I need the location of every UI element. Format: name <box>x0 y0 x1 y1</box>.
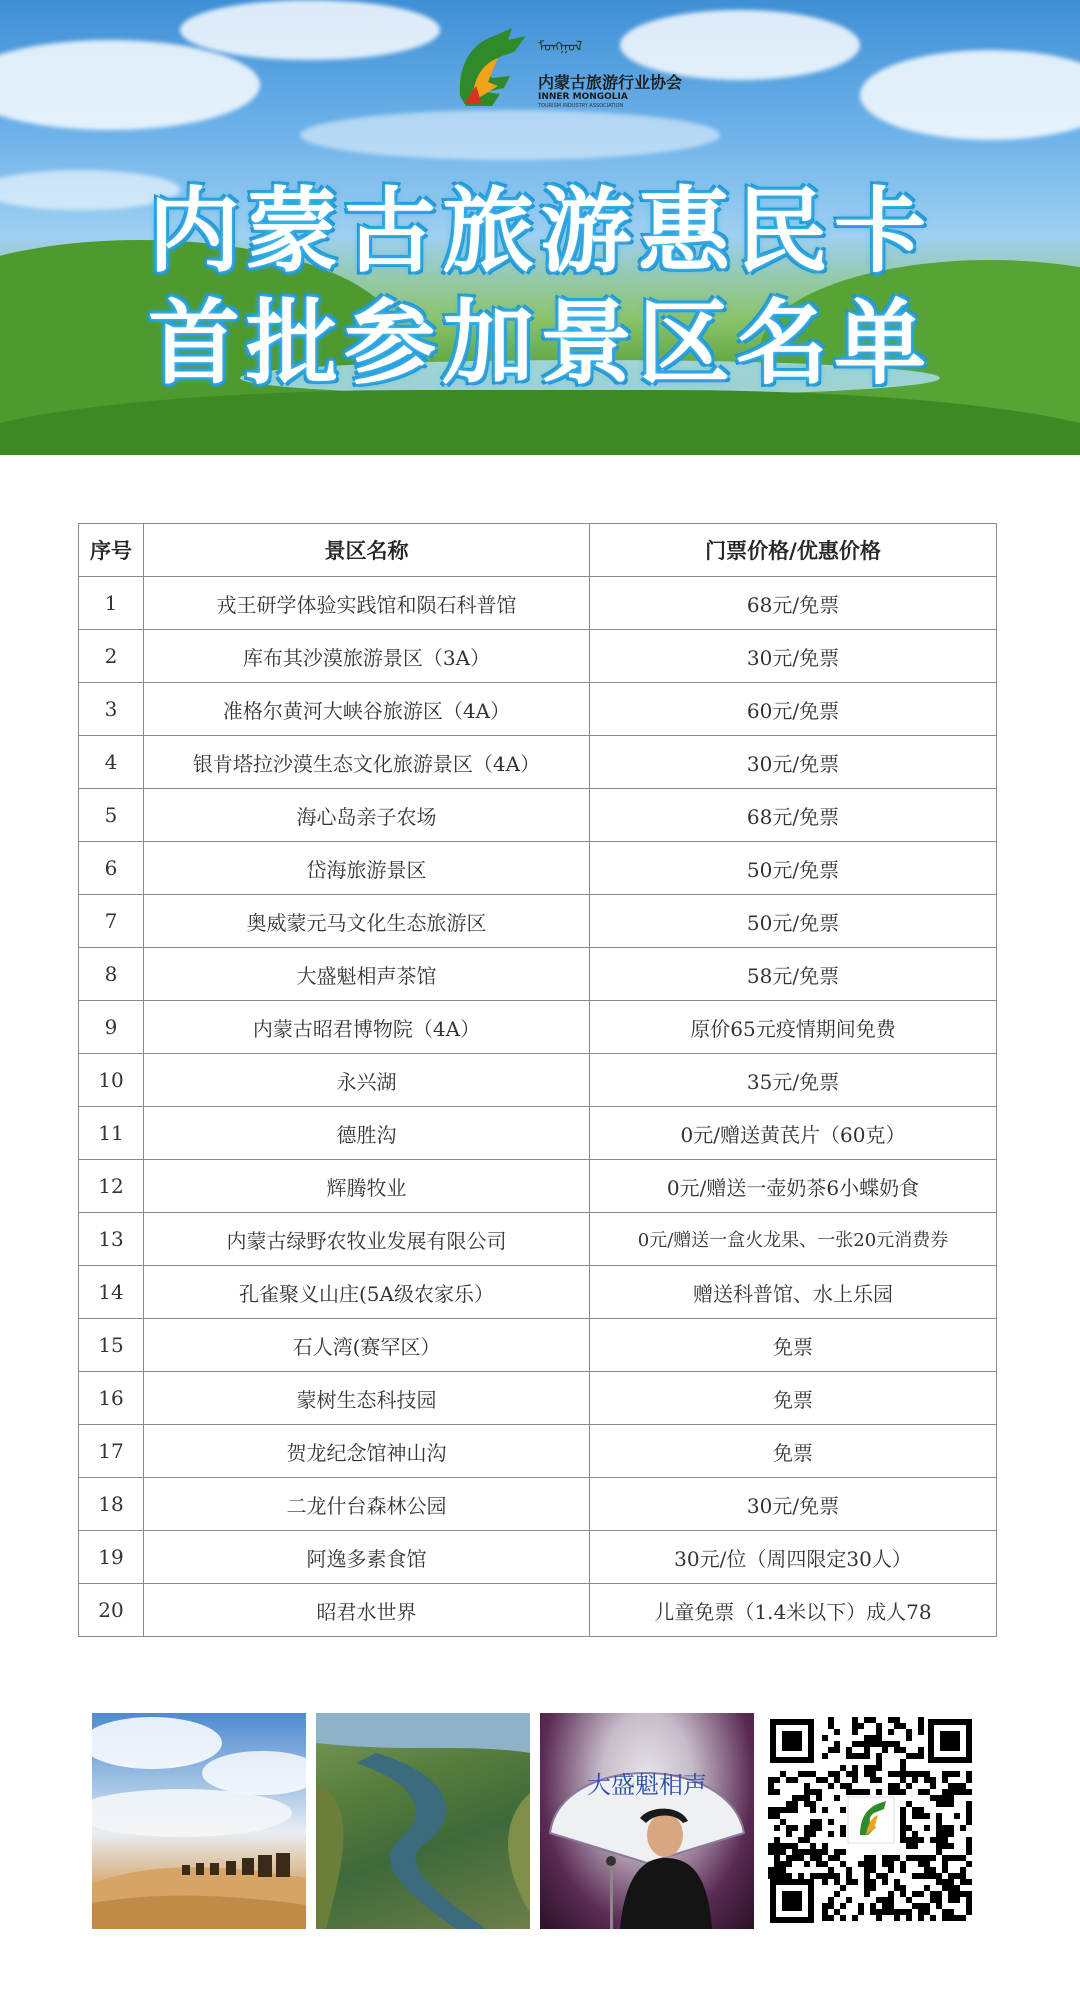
row-price: 60元/免票 <box>590 683 997 736</box>
row-spot-name: 内蒙古昭君博物院（4A） <box>144 1001 590 1054</box>
table-row <box>79 1054 997 1107</box>
row-index: 5 <box>79 789 144 842</box>
table-header-row <box>79 524 997 577</box>
row-index: 10 <box>79 1054 144 1107</box>
logo-english-subtitle: TOURISM INDUSTRY ASSOCIATION <box>538 103 624 109</box>
row-index: 4 <box>79 736 144 789</box>
cloud-shape <box>180 0 440 60</box>
row-spot-name: 辉腾牧业 <box>144 1160 590 1213</box>
logo-mongolian-script: ᠮᠣᠩᠭᠣᠯ <box>538 39 583 55</box>
row-index: 2 <box>79 630 144 683</box>
row-index: 13 <box>79 1213 144 1266</box>
row-price: 68元/免票 <box>590 789 997 842</box>
row-index: 3 <box>79 683 144 736</box>
page-title-line-2: 首批参加景区名单 <box>147 290 932 397</box>
desert-camels-photo <box>92 1713 306 1929</box>
river-canyon-illustration <box>316 1713 530 1929</box>
header-banner <box>0 0 1080 455</box>
table-row <box>79 895 997 948</box>
header-index: 序号 <box>79 524 144 577</box>
row-spot-name: 岱海旅游景区 <box>144 842 590 895</box>
desert-camels-illustration <box>92 1713 306 1929</box>
row-spot-name: 昭君水世界 <box>144 1584 590 1637</box>
row-price: 0元/赠送一壶奶茶6小蝶奶食 <box>590 1160 997 1213</box>
cloud-shape <box>860 50 1080 140</box>
row-spot-name: 大盛魁相声茶馆 <box>144 948 590 1001</box>
row-spot-name: 孔雀聚义山庄(5A级农家乐） <box>144 1266 590 1319</box>
row-price: 30元/位（周四限定30人） <box>590 1531 997 1584</box>
table-row <box>79 1160 997 1213</box>
row-index: 19 <box>79 1531 144 1584</box>
row-index: 11 <box>79 1107 144 1160</box>
table-row <box>79 1001 997 1054</box>
row-index: 16 <box>79 1372 144 1425</box>
table-row <box>79 1584 997 1637</box>
row-price: 30元/免票 <box>590 736 997 789</box>
table-row <box>79 630 997 683</box>
row-index: 18 <box>79 1478 144 1531</box>
table-row <box>79 842 997 895</box>
row-price: 0元/赠送一盒火龙果、一张20元消费券 <box>590 1213 997 1266</box>
row-spot-name: 内蒙古绿野农牧业发展有限公司 <box>144 1213 590 1266</box>
page-title-line-1: 内蒙古旅游惠民卡 <box>147 178 932 285</box>
row-price: 30元/免票 <box>590 1478 997 1531</box>
logo-english-name: INNER MONGOLIA <box>538 92 628 102</box>
qr-code-icon <box>764 1713 978 1929</box>
row-price: 儿童免票（1.4米以下）成人78 <box>590 1584 997 1637</box>
header-price: 门票价格/优惠价格 <box>590 524 997 577</box>
row-price: 68元/免票 <box>590 577 997 630</box>
row-price: 58元/免票 <box>590 948 997 1001</box>
crosstalk-performer-illustration <box>540 1713 754 1929</box>
association-logo <box>452 26 688 116</box>
table-row <box>79 1213 997 1266</box>
row-spot-name: 库布其沙漠旅游景区（3A） <box>144 630 590 683</box>
table-row <box>79 736 997 789</box>
table-row <box>79 577 997 630</box>
row-price: 0元/赠送黄芪片（60克） <box>590 1107 997 1160</box>
row-price: 50元/免票 <box>590 842 997 895</box>
scenic-spot-table <box>78 523 996 1637</box>
row-price: 30元/免票 <box>590 630 997 683</box>
row-spot-name: 德胜沟 <box>144 1107 590 1160</box>
cloud-shape <box>300 110 720 160</box>
row-index: 15 <box>79 1319 144 1372</box>
row-spot-name: 石人湾(赛罕区） <box>144 1319 590 1372</box>
row-index: 8 <box>79 948 144 1001</box>
table-row <box>79 1372 997 1425</box>
crosstalk-performer-photo <box>540 1713 754 1929</box>
row-spot-name: 阿逸多素食馆 <box>144 1531 590 1584</box>
row-index: 20 <box>79 1584 144 1637</box>
row-index: 12 <box>79 1160 144 1213</box>
row-index: 1 <box>79 577 144 630</box>
row-spot-name: 银肯塔拉沙漠生态文化旅游景区（4A） <box>144 736 590 789</box>
table-row <box>79 1425 997 1478</box>
row-price: 原价65元疫情期间免费 <box>590 1001 997 1054</box>
table-row <box>79 948 997 1001</box>
row-spot-name: 二龙什台森林公园 <box>144 1478 590 1531</box>
row-index: 7 <box>79 895 144 948</box>
table-row <box>79 1266 997 1319</box>
row-spot-name: 永兴湖 <box>144 1054 590 1107</box>
row-price: 35元/免票 <box>590 1054 997 1107</box>
table-row <box>79 1478 997 1531</box>
row-price: 免票 <box>590 1319 997 1372</box>
logo-chinese-name: 内蒙古旅游行业协会 <box>538 73 683 92</box>
row-index: 9 <box>79 1001 144 1054</box>
table-row <box>79 789 997 842</box>
river-canyon-photo <box>316 1713 530 1929</box>
row-spot-name: 戎王研学体验实践馆和陨石科普馆 <box>144 577 590 630</box>
table-row <box>79 1319 997 1372</box>
horse-logo-icon <box>452 26 532 110</box>
table-row <box>79 683 997 736</box>
row-price: 50元/免票 <box>590 895 997 948</box>
row-index: 17 <box>79 1425 144 1478</box>
table-row <box>79 1107 997 1160</box>
table-row <box>79 1531 997 1584</box>
row-spot-name: 准格尔黄河大峡谷旅游区（4A） <box>144 683 590 736</box>
row-price: 免票 <box>590 1372 997 1425</box>
row-spot-name: 蒙树生态科技园 <box>144 1372 590 1425</box>
row-index: 6 <box>79 842 144 895</box>
fan-calligraphy: 大盛魁相声 <box>587 1771 707 1799</box>
qr-code[interactable] <box>764 1713 978 1929</box>
row-price: 免票 <box>590 1425 997 1478</box>
row-spot-name: 奥威蒙元马文化生态旅游区 <box>144 895 590 948</box>
row-spot-name: 海心岛亲子农场 <box>144 789 590 842</box>
photo-strip <box>92 1713 980 1929</box>
row-index: 14 <box>79 1266 144 1319</box>
row-spot-name: 贺龙纪念馆神山沟 <box>144 1425 590 1478</box>
header-spot-name: 景区名称 <box>144 524 590 577</box>
row-price: 赠送科普馆、水上乐园 <box>590 1266 997 1319</box>
cloud-shape <box>0 40 260 130</box>
